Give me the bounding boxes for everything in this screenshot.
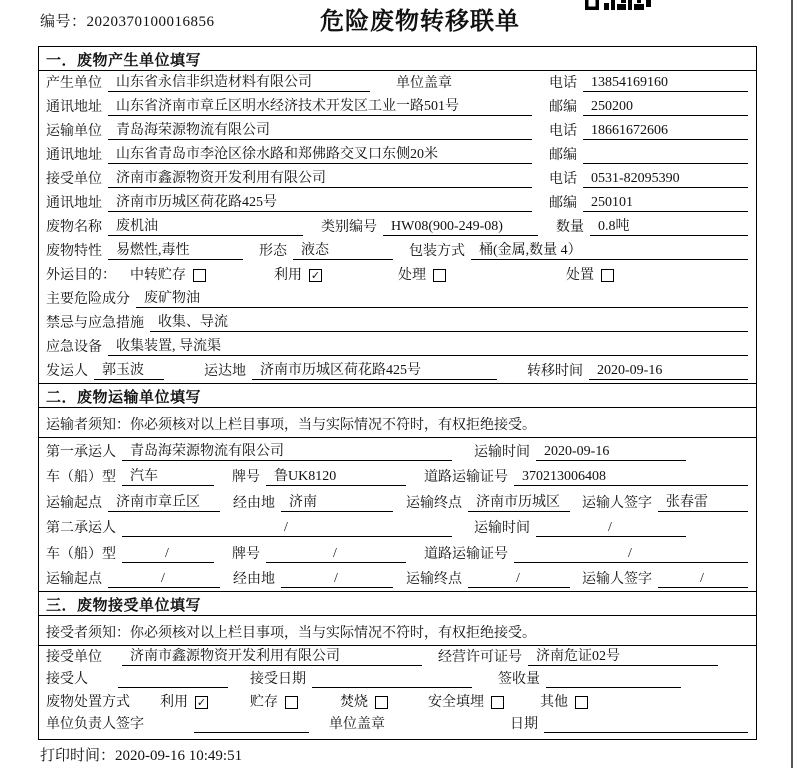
disposal-option-label: 利用	[160, 694, 188, 710]
section-transporter	[39, 383, 756, 591]
via-label: 经由地	[233, 572, 275, 587]
purpose-option-label: 中转贮存	[130, 268, 186, 283]
transporter-postcode-value	[583, 163, 748, 164]
category-value: HW08(900-249-08)	[383, 219, 538, 236]
purpose-option-transfer-storage	[130, 264, 206, 284]
license-label: 经营许可证号	[438, 649, 522, 665]
destination-value: 济南市历城区荷花路425号	[252, 359, 497, 380]
transfer-time-value: 2020-09-16	[589, 363, 748, 380]
carrier1-time-value: 2020-09-16	[536, 444, 686, 461]
print-time-value: 2020-09-16 10:49:51	[115, 748, 243, 764]
receiver-value: 济南市鑫源物资开发利用有限公司	[108, 167, 532, 188]
via1-value: 济南	[281, 491, 393, 512]
hazard-label: 主要危险成分	[46, 292, 130, 307]
disposal-row	[39, 691, 756, 714]
disposal-option-other	[540, 691, 588, 711]
category-label: 类别编号	[321, 220, 377, 235]
quantity-value: 0.8吨	[590, 215, 748, 236]
transfer-form	[38, 46, 757, 740]
postcode-label: 邮编	[549, 196, 577, 211]
date-value	[544, 732, 748, 733]
page-edge-line	[791, 0, 793, 768]
sign2-value: /	[658, 571, 748, 588]
manager-sign-label: 单位负责人签字	[46, 717, 144, 732]
doc-number-label: 编号：	[40, 14, 87, 30]
address-label: 通讯地址	[46, 196, 102, 211]
section2-title: 二．废物运输单位填写	[39, 384, 756, 408]
hazard-row	[39, 287, 756, 311]
postcode-label: 邮编	[549, 100, 577, 115]
disposal-use-checkbox[interactable]: ✓	[196, 695, 207, 709]
origin-label: 运输起点	[46, 495, 102, 511]
end1-value: 济南市历城区	[468, 491, 570, 512]
end-label: 运输终点	[406, 495, 462, 511]
disposal-incinerate-checkbox[interactable]	[375, 696, 388, 709]
purpose-option-treat	[398, 264, 446, 284]
receiver-address-value: 济南市历城区荷花路425号	[108, 191, 532, 212]
via2-value: /	[281, 571, 393, 588]
date-label: 日期	[510, 717, 538, 732]
section-producer	[39, 47, 756, 383]
manager-sign-row	[39, 714, 756, 737]
shipper-value: 郭玉波	[94, 359, 164, 380]
characteristics-row	[39, 239, 756, 263]
shipper-label: 发运人	[46, 364, 88, 379]
manager-sign-value	[194, 732, 309, 733]
unit-seal-label: 单位盖章	[396, 76, 452, 91]
license-value: 济南危证02号	[528, 645, 718, 666]
producer-value: 山东省永信非织造材料有限公司	[108, 71, 370, 92]
equipment-row	[39, 335, 756, 359]
waste-name-row	[39, 215, 756, 239]
producer-row	[39, 71, 756, 95]
packaging-label: 包装方式	[409, 244, 465, 259]
transporter-row	[39, 119, 756, 143]
receiving-unit-value: 济南市鑫源物资开发利用有限公司	[122, 645, 422, 666]
road-cert1-value: 370213006408	[514, 469, 748, 486]
carrier2-time-value: /	[536, 520, 686, 537]
producer-address-row	[39, 95, 756, 119]
sign-label: 运输人签字	[582, 495, 652, 511]
page-title: 危险废物转移联单	[320, 9, 520, 35]
disposal-option-use	[160, 691, 208, 711]
vehicle2-value: /	[122, 546, 214, 563]
producer-label: 产生单位	[46, 76, 102, 91]
equipment-value: 收集装置, 导流渠	[108, 335, 748, 356]
unit-seal-label: 单位盖章	[329, 717, 385, 732]
purpose-row	[39, 263, 756, 287]
packaging-value: 桶(金属,数量 4）	[471, 239, 748, 260]
via-label: 经由地	[233, 495, 275, 511]
vehicle-label: 车（船）型	[46, 546, 116, 562]
plate-label: 牌号	[232, 546, 260, 562]
route2-row	[39, 566, 756, 592]
recipient-value	[118, 687, 228, 688]
purpose-option-label: 处置	[566, 268, 594, 283]
hazard-value: 废矿物油	[136, 287, 748, 308]
disposal-option-label: 焚烧	[340, 694, 368, 710]
disposal-option-incinerate	[340, 691, 388, 711]
transporter-address-row	[39, 143, 756, 167]
plate-label: 牌号	[232, 470, 260, 485]
doc-number-value: 2020370100016856	[86, 14, 215, 30]
transfer-time-label: 转移时间	[527, 364, 583, 379]
print-time-label: 打印时间：	[40, 748, 116, 764]
phone-label: 电话	[549, 124, 577, 139]
qr-code-fragment	[585, 0, 651, 10]
transport-time-label: 运输时间	[474, 521, 530, 536]
plate1-value: 鲁UK8120	[266, 465, 406, 486]
phone-label: 电话	[549, 172, 577, 187]
producer-phone-value: 13854169160	[583, 75, 748, 92]
waste-name-label: 废物名称	[46, 220, 102, 235]
section3-title: 三．废物接受单位填写	[39, 592, 756, 616]
receive-date-label: 接受日期	[250, 672, 306, 687]
vehicle1-row	[39, 464, 756, 490]
purpose-option-label: 处理	[398, 268, 426, 283]
form-value: 液态	[293, 239, 393, 260]
disposal-option-label: 安全填埋	[428, 694, 484, 710]
sign-label: 运输人签字	[582, 572, 652, 587]
transporter-address-value: 山东省青岛市李沧区徐水路和郑佛路交叉口东侧20米	[108, 143, 532, 164]
doc-number	[40, 10, 215, 31]
print-time	[40, 744, 242, 765]
carrier2-value: /	[122, 520, 452, 537]
characteristics-value: 易燃性,毒性	[108, 239, 243, 260]
carrier2-label: 第二承运人	[46, 521, 116, 536]
recipient-label: 接受人	[46, 672, 88, 687]
receive-date-value	[312, 687, 472, 688]
address-label: 通讯地址	[46, 148, 102, 163]
receiving-unit-row	[39, 646, 756, 669]
destination-label: 运达地	[204, 364, 246, 379]
equipment-label: 应急设备	[46, 340, 102, 355]
use-checkbox[interactable]: ✓	[310, 269, 321, 282]
quantity-label: 数量	[556, 220, 584, 235]
shipper-row	[39, 359, 756, 383]
road-cert-label: 道路运输证号	[424, 470, 508, 485]
receiver-phone-value: 0531-82095390	[583, 171, 748, 188]
disposal-landfill-checkbox[interactable]	[491, 696, 504, 709]
postcode-label: 邮编	[549, 148, 577, 163]
carrier1-label: 第一承运人	[46, 444, 116, 460]
disposal-other-checkbox[interactable]	[575, 696, 588, 709]
route1-row	[39, 489, 756, 515]
origin1-value: 济南市章丘区	[108, 491, 220, 512]
road-cert2-value: /	[514, 546, 748, 563]
dispose-checkbox[interactable]	[601, 269, 614, 282]
characteristics-label: 废物特性	[46, 244, 102, 259]
purpose-option-label: 利用	[274, 268, 302, 283]
receiver-postcode-value: 250101	[583, 195, 748, 212]
disposal-option-label: 贮存	[250, 694, 278, 710]
receiver-row	[39, 167, 756, 191]
emergency-value: 收集、导流	[150, 311, 748, 332]
transport-time-label: 运输时间	[474, 444, 530, 460]
plate2-value: /	[266, 546, 406, 563]
phone-label: 电话	[549, 76, 577, 91]
road-cert-label: 道路运输证号	[424, 546, 508, 562]
amount-value	[546, 687, 681, 688]
amount-label: 签收量	[498, 672, 540, 687]
disposal-option-label: 其他	[540, 694, 568, 710]
purpose-option-use	[274, 264, 322, 284]
transporter-value: 青岛海荣源物流有限公司	[108, 119, 532, 140]
purpose-option-dispose	[566, 264, 614, 284]
receiver-address-row	[39, 191, 756, 215]
form-label: 形态	[259, 244, 287, 259]
carrier1-value: 青岛海荣源物流有限公司	[122, 440, 452, 461]
end-label: 运输终点	[406, 572, 462, 587]
transporter-label: 运输单位	[46, 124, 102, 139]
waste-name-value: 废机油	[108, 215, 303, 236]
carrier2-row	[39, 515, 756, 541]
producer-postcode-value: 250200	[583, 99, 748, 116]
emergency-label: 禁忌与应急措施	[46, 316, 144, 331]
disposal-store-checkbox[interactable]	[285, 696, 298, 709]
disposal-option-store	[250, 691, 298, 711]
receiver-notice: 接受者须知：你必须核对以上栏目事项，当与实际情况不符时，有权拒绝接受。	[39, 616, 756, 646]
purpose-label: 外运目的：	[46, 268, 116, 283]
recipient-row	[39, 669, 756, 692]
emergency-row	[39, 311, 756, 335]
section1-title: 一．废物产生单位填写	[39, 47, 756, 71]
disposal-label: 废物处置方式	[46, 694, 130, 710]
origin-label: 运输起点	[46, 572, 102, 587]
treat-checkbox[interactable]	[433, 269, 446, 282]
section-receiver	[39, 591, 756, 736]
sign1-value: 张春雷	[658, 491, 748, 512]
receiver-label: 接受单位	[46, 172, 102, 187]
carrier1-row	[39, 438, 756, 464]
origin2-value: /	[108, 571, 220, 588]
producer-address-value: 山东省济南市章丘区明水经济技术开发区工业一路501号	[108, 95, 532, 116]
vehicle1-value: 汽车	[122, 465, 214, 486]
vehicle2-row	[39, 540, 756, 566]
receiving-unit-label: 接受单位	[46, 649, 102, 665]
disposal-option-landfill	[428, 691, 504, 711]
transporter-phone-value: 18661672606	[583, 123, 748, 140]
address-label: 通讯地址	[46, 100, 102, 115]
transporter-notice: 运输者须知：你必须核对以上栏目事项，当与实际情况不符时，有权拒绝接受。	[39, 408, 756, 438]
end2-value: /	[468, 571, 570, 588]
vehicle-label: 车（船）型	[46, 470, 116, 485]
transfer-storage-checkbox[interactable]	[193, 269, 206, 282]
